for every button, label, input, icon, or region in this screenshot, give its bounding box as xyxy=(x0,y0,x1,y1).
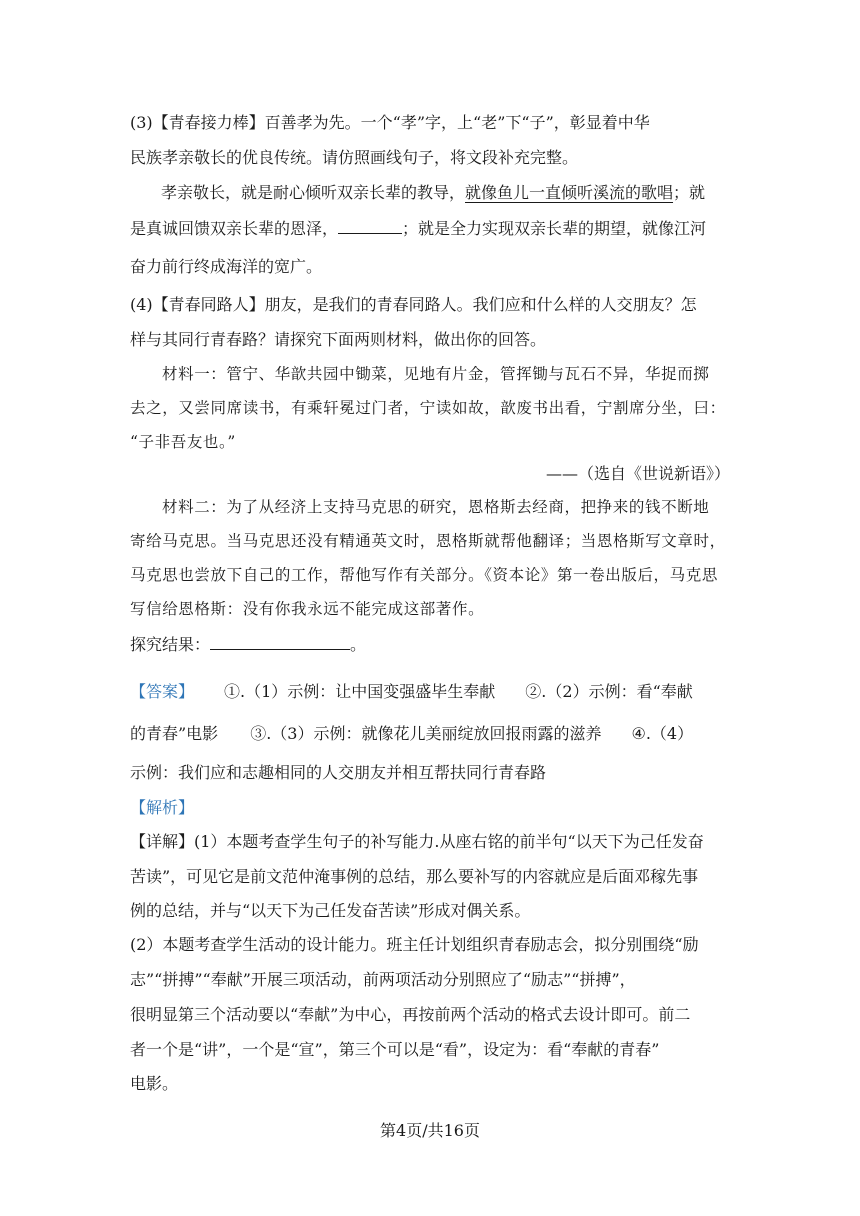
analysis-line-4: (2）本题考查学生活动的设计能力。班主任计划组织青春励志会，拟分别围绕“励 xyxy=(130,935,699,954)
result-label: 探究结果： xyxy=(130,635,211,654)
answer-line-1 xyxy=(130,680,730,704)
material-2-line-4: 写信给恩格斯：没有你我永远不能完成这部著作。 xyxy=(130,600,485,618)
result-line xyxy=(130,633,730,657)
answer-item-2: ②.（2）示例：看“奉献 xyxy=(525,682,693,701)
analysis-line-3: 例的总结，并与“以天下为己任发奋苦读”形成对偶关系。 xyxy=(130,901,531,920)
analysis-line-6: 很明显第三个活动要以“奉献”为中心，再按前两个活动的格式去设计即可。前二 xyxy=(130,1005,691,1024)
total-pages: 16 xyxy=(443,1121,464,1140)
material-2-line-1: 材料二：为了从经济上支持马克思的研究，恩格斯去经商，把挣来的钱不断地 xyxy=(162,498,710,516)
page-text: 页 xyxy=(463,1121,480,1140)
material-1-line-2: 去之，又尝同席读书，有乘轩冕过门者，宁读如故，歆废书出看，宁割席分坐，曰： xyxy=(130,399,726,417)
page-text: 页/共 xyxy=(406,1121,444,1140)
q3-text: ；就 xyxy=(673,183,706,202)
q4-line-2: 样与其同行青春路？请探究下面两则材料，做出你的回答。 xyxy=(130,330,547,349)
material-1-source: ——（选自《世说新语》） xyxy=(545,464,730,483)
answer-item-4: ④.（4） xyxy=(631,724,694,743)
q4-line-1: (4)【青春同路人】朋友，是我们的青春同路人。我们应和什么样的人交朋友？怎 xyxy=(130,295,697,314)
q3-line-1: (3)【青春接力棒】百善孝为先。一个“孝”字，上“老”下“子”，彰显着中华 xyxy=(130,113,650,132)
answer-line-3: 示例：我们应和志趣相同的人交朋友并相互帮扶同行青春路 xyxy=(130,763,547,782)
q3-text: 孝亲敬长，就是耐心倾听双亲长辈的教导， xyxy=(161,183,466,202)
analysis-line-5: 志”“拼搏”“奉献”开展三项活动，前两项活动分别照应了“励志”“拼搏”， xyxy=(130,970,636,989)
q3-paragraph-line-3: 奋力前行终成海洋的宽广。 xyxy=(130,257,323,276)
q3-paragraph-line-2 xyxy=(130,217,730,241)
answer-item-1: ①.（1）示例：让中国变强盛毕生奉献 xyxy=(224,682,496,701)
answer-line-2 xyxy=(130,722,730,746)
answer-tag: 【答案】 xyxy=(130,682,195,701)
material-1-line-1: 材料一：管宁、华歆共园中锄菜，见地有片金，管挥锄与瓦石不异，华捉而掷 xyxy=(162,365,710,383)
analysis-line-2: 苦读”，可见它是前文范仲淹事例的总结，那么要补写的内容就应是后面邓稼先事 xyxy=(130,867,699,886)
analysis-line-7: 者一个是“讲”，一个是“宣”，第三个可以是“看”，设定为：看“奉献的青春” xyxy=(130,1040,660,1059)
result-end: 。 xyxy=(350,635,367,654)
page-number xyxy=(0,1119,860,1143)
q3-text: 是真诚回馈双亲长辈的恩泽， xyxy=(130,219,339,238)
material-2-line-2: 寄给马克思。当马克思还没有精通英文时，恩格斯就帮他翻译；当恩格斯写文章时， xyxy=(130,532,726,550)
q3-underlined-sentence: 就像鱼儿一直倾听溪流的歌唱 xyxy=(465,183,674,202)
analysis-line-1: 【详解】(1）本题考查学生句子的补写能力.从座右铭的前半句“以天下为己任发奋 xyxy=(130,832,704,851)
result-blank[interactable] xyxy=(210,633,350,650)
answer-item-3: ③.（3）示例：就像花儿美丽绽放回报雨露的滋养 xyxy=(250,724,602,743)
answer-item-2-cont: 的青春”电影 xyxy=(130,724,219,743)
analysis-line-8: 电影。 xyxy=(130,1074,179,1093)
q3-line-2: 民族孝亲敬长的优良传统。请仿照画线句子，将文段补充完整。 xyxy=(130,148,579,167)
material-1-line-3: “子非吾友也。” xyxy=(130,433,236,451)
material-2-line-3: 马克思也尝放下自己的工作，帮他写作有关部分。《资本论》第一卷出版后，马克思 xyxy=(130,566,718,584)
current-page: 4 xyxy=(396,1121,407,1140)
q3-text: ；就是全力实现双亲长辈的期望，就像江河 xyxy=(402,219,707,238)
page-text: 第 xyxy=(380,1121,397,1140)
analysis-tag: 【解析】 xyxy=(130,798,195,817)
q3-paragraph-line-1 xyxy=(161,181,761,205)
fill-blank[interactable] xyxy=(338,217,402,234)
